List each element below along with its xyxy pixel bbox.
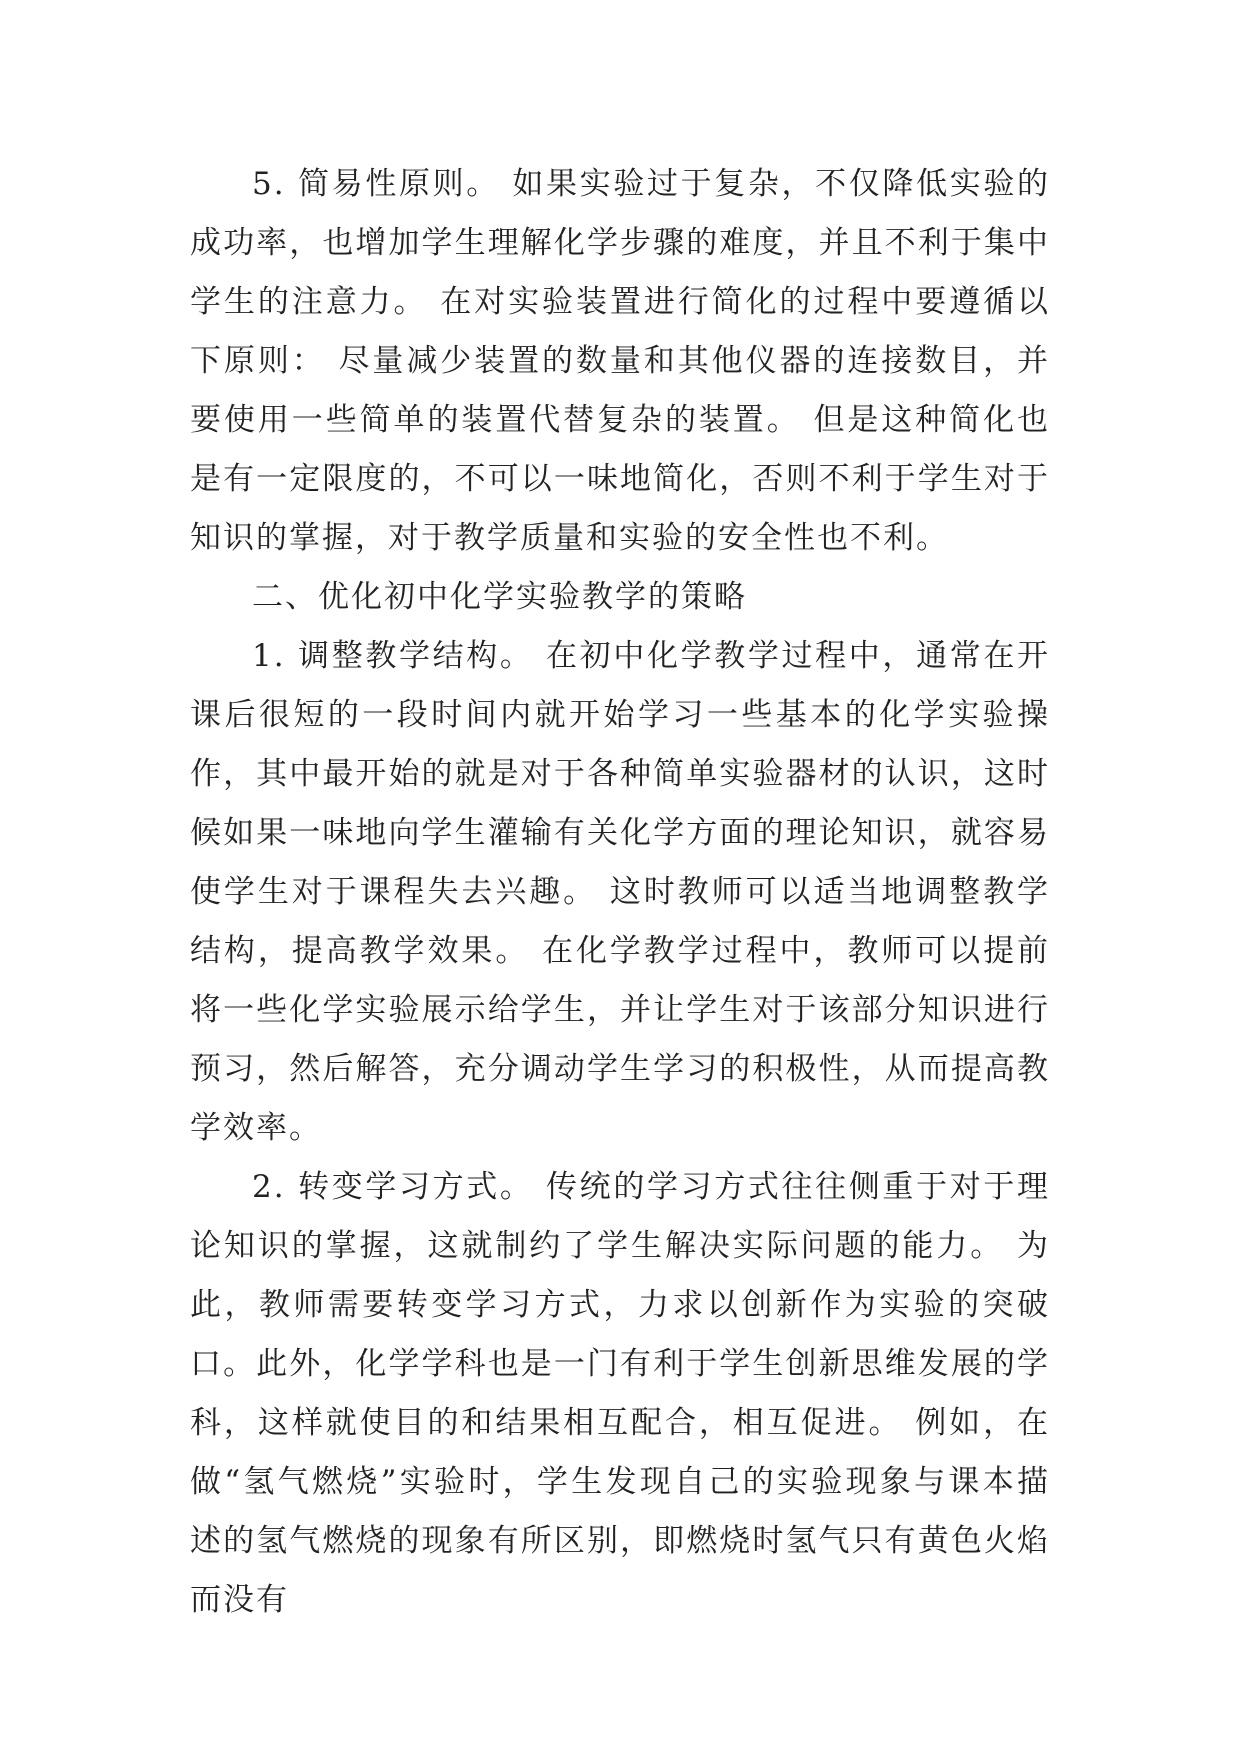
- section-heading-strategies: 二、优化初中化学实验教学的策略: [252, 579, 747, 615]
- paragraph-simplicity-principle: 5. 简易性原则。 如果实验过于复杂，不仅降低实验的成功率，也增加学生理解化学步骤的难度，并且不利于集中学生的注意力。 在对实验装置进行简化的过程中要遵循以下原则： 尽量减少装置的数量和其他仪器的连接数目，并要使用一些简单的装置代替复杂的装置。 但是这种简化也是有一定限度的，不可以一味地简化，否则不利于学生对于知识的掌握，对于教学质量和实验的安全性也不利。: [190, 166, 1050, 556]
- paragraph-change-learning-method: 2. 转变学习方式。 传统的学习方式往往侧重于对于理论知识的掌握，这就制约了学生解决实际问题的能力。 为此，教师需要转变学习方式，力求以创新作为实验的突破口。此外，化学学科也是一门有利于学生创新思维发展的学科，这样就使目的和结果相互配合，相互促进。 例如，在做“氢气燃烧”实验时，学生发现自己的实验现象与课本描述的氢气燃烧的现象有所区别，即燃烧时氢气只有黄色火焰而没有: [190, 1169, 1050, 1618]
- body-text: [190, 155, 1050, 1630]
- paragraph-adjust-teaching-structure: 1. 调整教学结构。 在初中化学教学过程中，通常在开课后很短的一段时间内就开始学习一些基本的化学实验操作，其中最开始的就是对于各种简单实验器材的认识，这时候如果一味地向学生灌输有关化学方面的理论知识，就容易使学生对于课程失去兴趣。 这时教师可以适当地调整教学结构，提高教学效果。 在化学教学过程中，教师可以提前将一些化学实验展示给学生，并让学生对于该部分知识进行预习，然后解答，充分调动学生学习的积极性，从而提高教学效率。: [190, 638, 1050, 1146]
